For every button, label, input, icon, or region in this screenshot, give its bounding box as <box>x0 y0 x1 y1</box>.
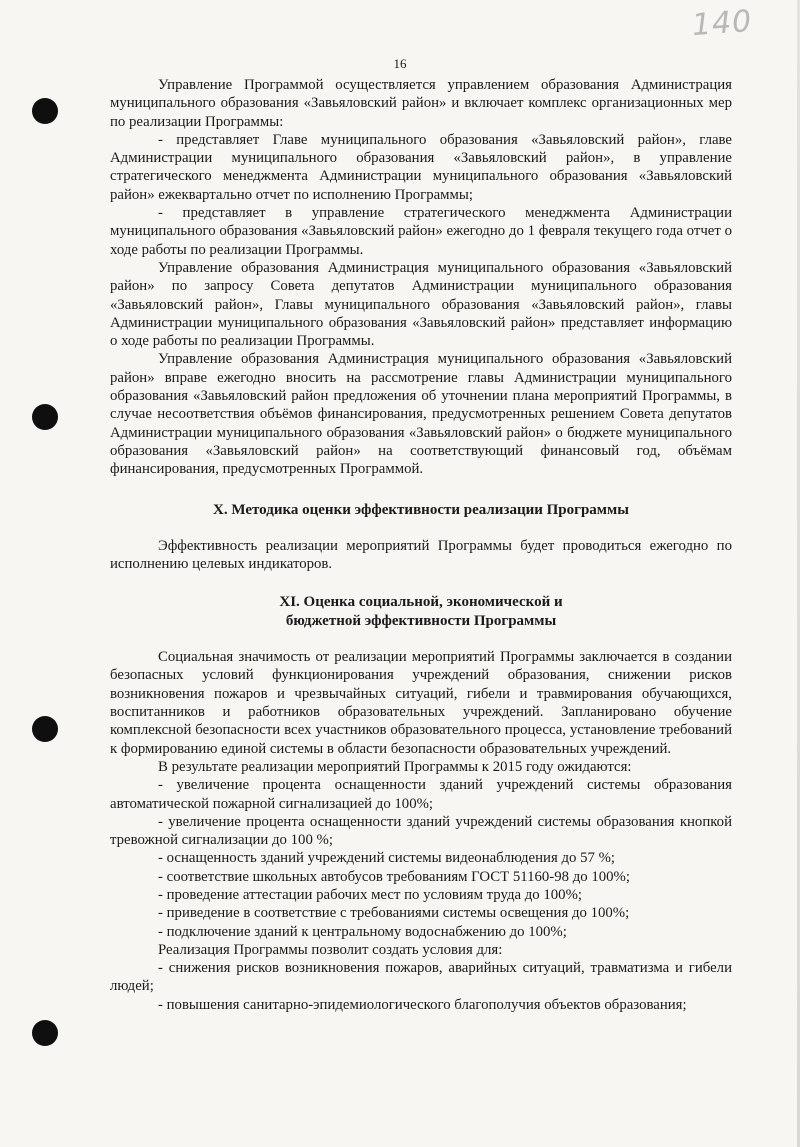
handwritten-sheet-number: 140 <box>690 3 754 44</box>
paragraph: - представляет в управление стратегического менеджмента Администрации муниципального образования «Завьяловский район» ежегодно до 1 февраля текущего года отчет о ходе работы по реализации Программы. <box>110 205 732 258</box>
section-x-heading: X. Методика оценки эффективности реализации Программы <box>213 501 629 518</box>
section-xi-heading-line2: бюджетной эффективности Программы <box>285 613 557 630</box>
result-item: - увеличение процента оснащенности зданий учреждений системы образования кнопкой тревожной сигнализации до 100 %; <box>110 813 732 849</box>
section-x-text: Эффективность реализации мероприятий Программы будет проводиться ежегодно по исполнению целевых индикаторов. <box>110 537 732 572</box>
conditions-lead: Реализация Программы позволит создать условия для: <box>158 941 503 958</box>
punch-hole <box>32 716 58 742</box>
section-xi-heading-line1: XI. Оценка социальной, экономической и <box>279 594 563 611</box>
paragraph: - представляет Главе муниципального образования «Завьяловский район», главе Администрации муниципального образования «Завьяловский район», в управление стратегического менеджмента Администрации муниципального образования «Завьяловский район» ежеквартально отчет по исполнению Программы; <box>110 131 732 203</box>
punch-hole <box>32 404 58 430</box>
section-xi-intro: Социальная значимость от реализации мероприятий Программы заключается в создании безопасных условий функционирования учреждений образования, снижении рисков возникновения пожаров и чрезвычайных ситуаций, гибели и травмирования обучающихся, воспитанников и работников образовательных учреждений. Запланировано обучение комплексной безопасности всех участников образовательного процесса, установление требований к формированию единой системы в области безопасности образовательных учреждений. <box>110 649 732 757</box>
condition-item: - снижения рисков возникновения пожаров, аварийных ситуаций, травматизма и гибели людей; <box>110 960 732 995</box>
document-body <box>110 76 732 1014</box>
result-item: - увеличение процента оснащенности зданий учреждений системы образования автоматической пожарной сигнализацией до 100%; <box>110 777 732 812</box>
paragraph: Управление Программой осуществляется управлением образования Администрация муниципального образования «Завьяловский район» и включает комплекс организационных мер по реализации Программы: <box>110 77 732 130</box>
result-item: - оснащенность зданий учреждений системы видеонаблюдения до 57 %; <box>158 850 616 867</box>
result-item: - подключение зданий к центральному водоснабжению до 100%; <box>158 923 567 940</box>
result-item: - проведение аттестации рабочих мест по условиям труда до 100%; <box>158 886 583 903</box>
paragraph: Управление образования Администрация муниципального образования «Завьяловский район» по запросу Совета депутатов Администрации муниципального образования «Завьяловский район», Главы муниципального образования «Завьяловский район», главы Администрации муниципального образования «Завьяловский район» представляет информацию о ходе работы по реализации Программы. <box>110 259 732 350</box>
paragraph: Управление образования Администрация муниципального образования «Завьяловский район» вправе ежегодно вносить на рассмотрение главы Администрации муниципального образования «Завьяловский район предложения об уточнении плана мероприятий Программы, в случае несоответствия объёмов финансирования, предусмотренных решением Совета депутатов Администрации муниципального образования «Завьяловский район» о бюджете муниципального образования «Завьяловский район» на соответствующий финансовый год, объёмам финансирования, предусмотренных Программой. <box>110 351 732 478</box>
result-item: - соответствие школьных автобусов требованиям ГОСТ 51160-98 до 100%; <box>158 868 630 885</box>
results-lead: В результате реализации мероприятий Программы к 2015 году ожидаются: <box>158 758 632 775</box>
punch-hole <box>32 98 58 124</box>
result-item: - приведение в соответствие с требованиями системы освещения до 100%; <box>158 905 630 922</box>
page-number: 16 <box>393 56 407 71</box>
condition-item: - повышения санитарно-эпидемиологического благополучия объектов образования; <box>158 996 687 1013</box>
punch-hole <box>32 1020 58 1046</box>
